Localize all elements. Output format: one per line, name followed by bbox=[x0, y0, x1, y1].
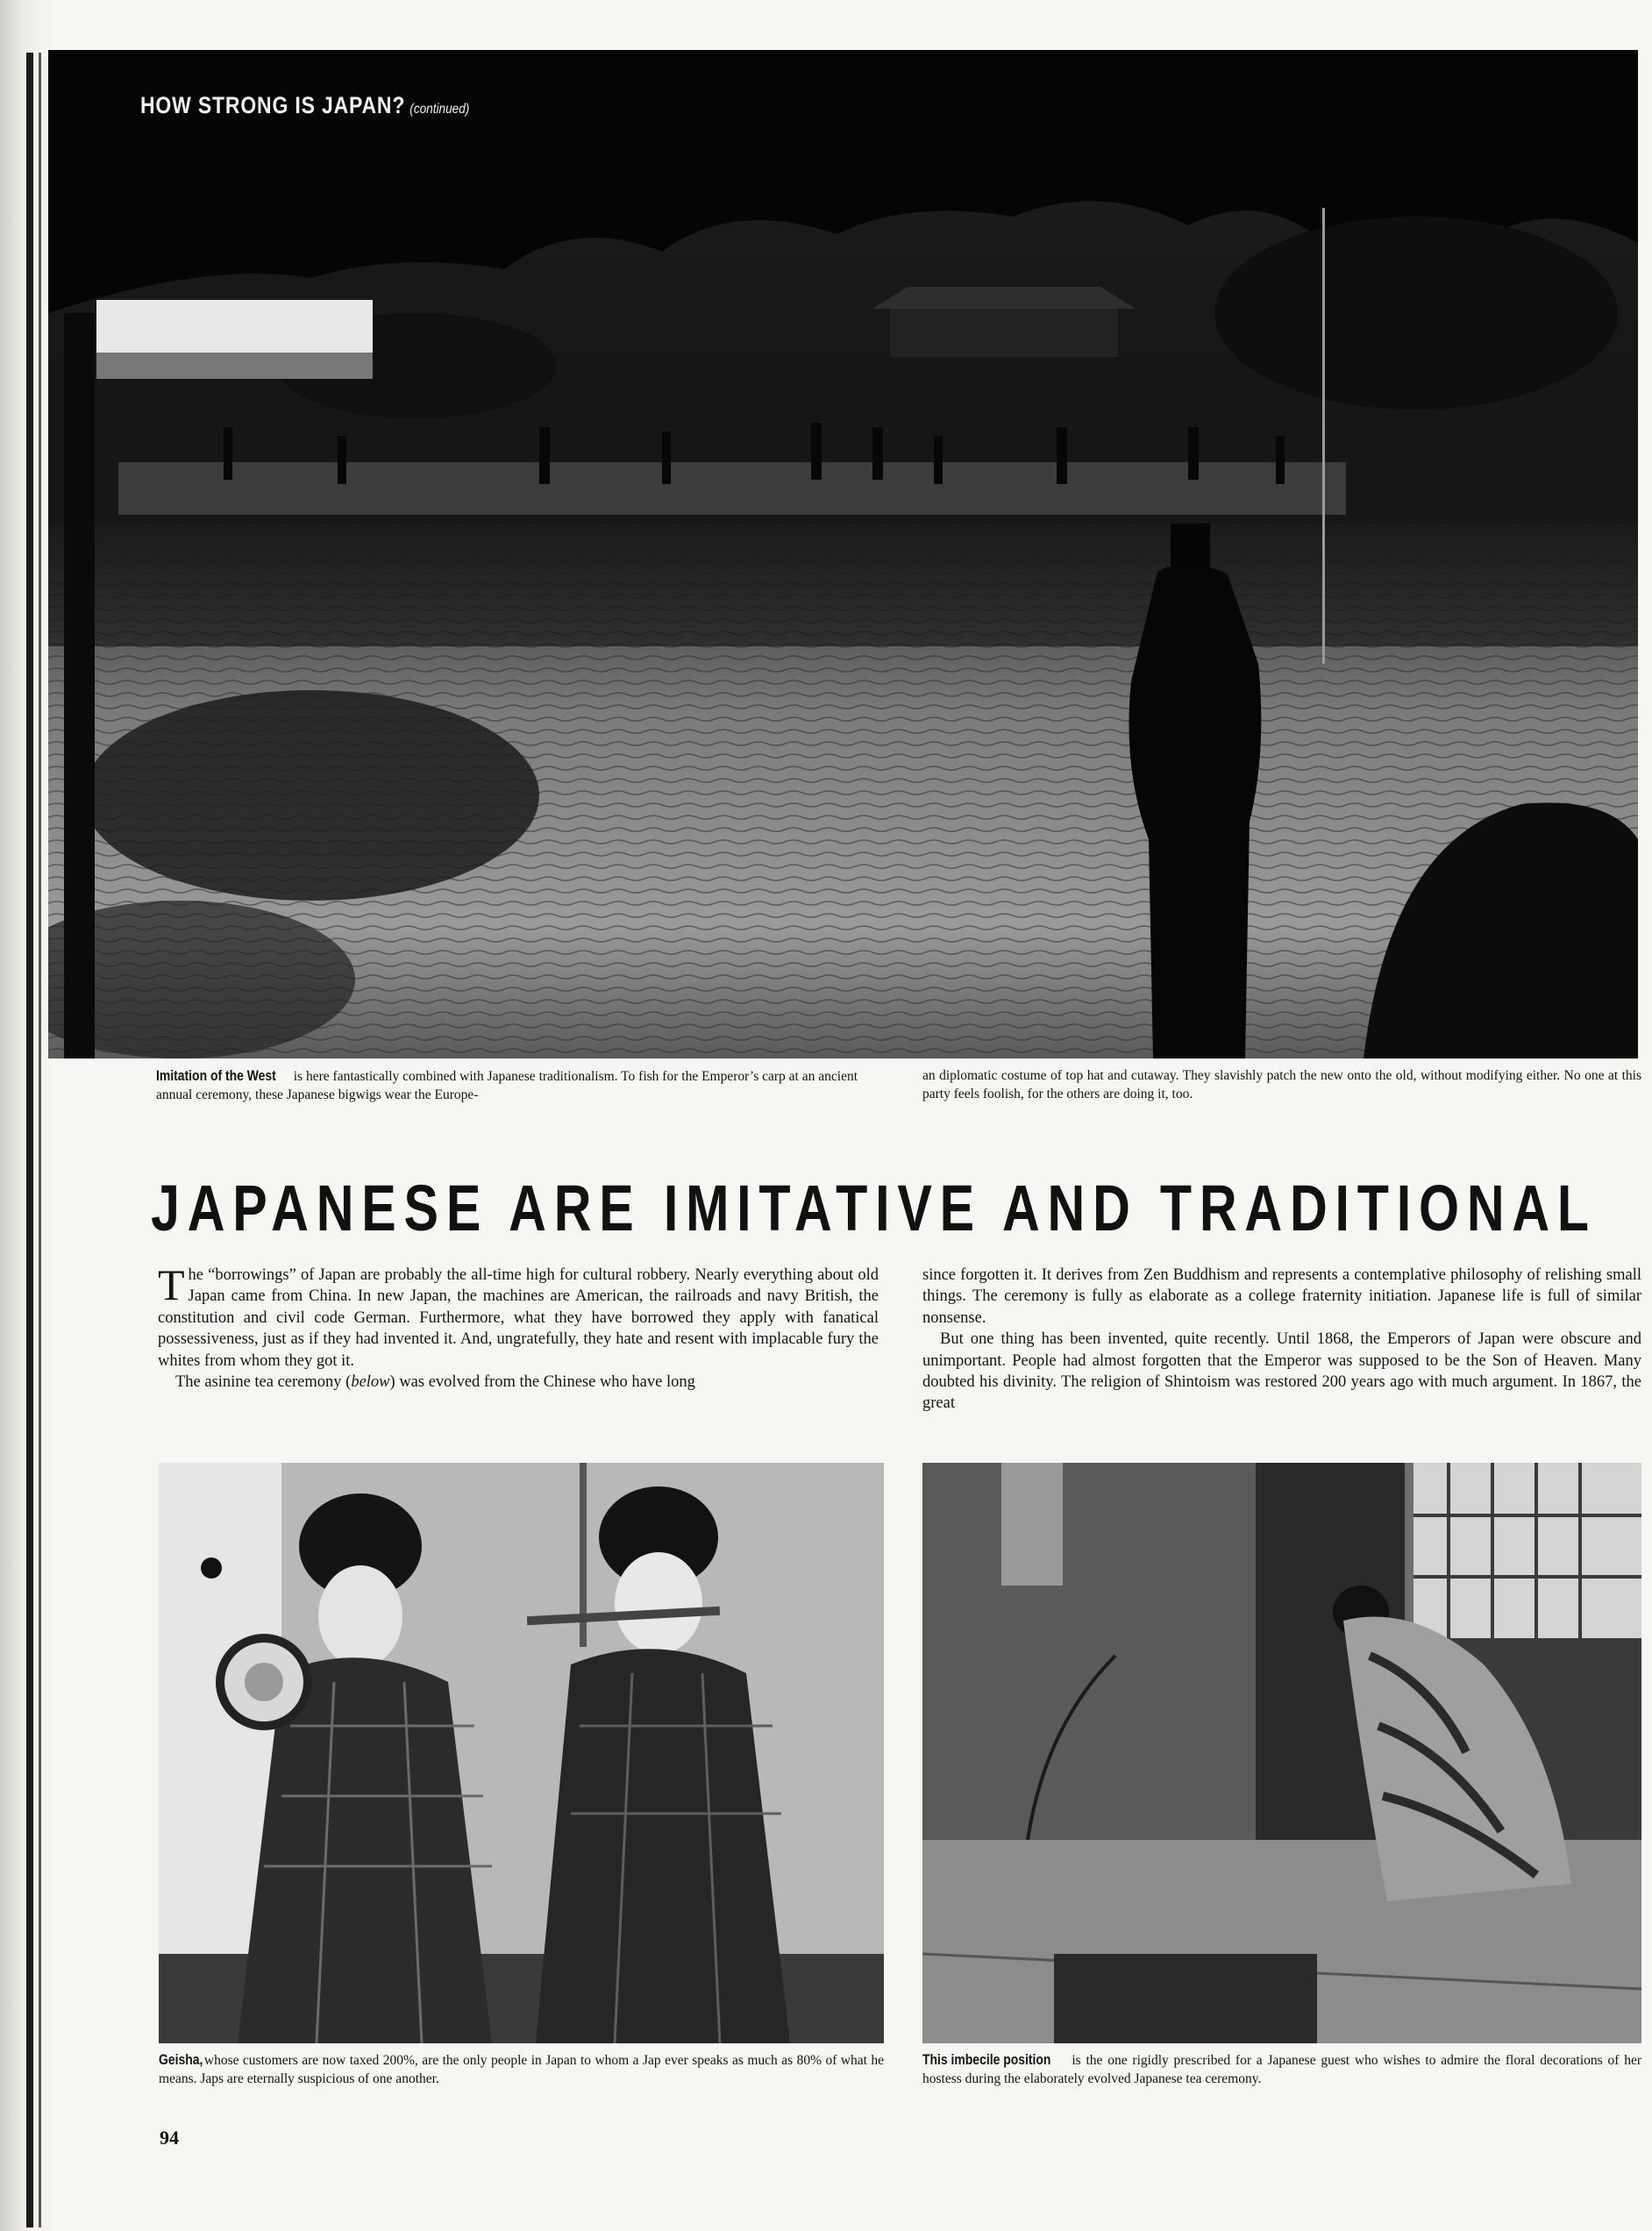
kicker-continued: (continued) bbox=[409, 102, 470, 117]
article-paragraph-3: since forgotten it. It derives from Zen Buddhism and represents a contemplative philosophy of relishing small things. The ceremony is fully as elaborate as a college fraternity initiation. Japanese life is full of similar nonsense. bbox=[922, 1266, 1641, 1327]
article-column-1 bbox=[158, 1260, 879, 1393]
article-column-2 bbox=[922, 1265, 1641, 1415]
caption-lead-imbecile: This imbecile position bbox=[922, 2051, 1051, 2068]
article-paragraph-2-italic: below bbox=[351, 1373, 390, 1392]
section-kicker bbox=[140, 92, 469, 119]
top-photo-caption-left bbox=[156, 1066, 858, 1104]
article-paragraph-2-a: The asinine tea ceremony ( bbox=[175, 1373, 352, 1392]
article-paragraph-2 bbox=[158, 1372, 879, 1393]
article-paragraph-1 bbox=[158, 1260, 879, 1372]
binding-edge bbox=[26, 53, 33, 2227]
top-photo-caption-right bbox=[922, 1066, 1641, 1103]
tea-caption-text: is the one rigidly prescribed for a Japanese guest who wishes to admire the floral decorations of her hostess during the elaborately evolved Japanese tea ceremony. bbox=[922, 2053, 1641, 2086]
geisha-photo bbox=[159, 1463, 884, 2043]
tea-ceremony-photo bbox=[922, 1463, 1641, 2043]
article-paragraph-4: But one thing has been invented, quite recently. Until 1868, the Emperors of Japan were obscure and unimportant. People had almost forgotten that the Emperor was supposed to be the Son of Heaven. Many doubted his divinity. The religion of Shintoism was restored 200 years ago with much argument. In 1867, the great bbox=[922, 1330, 1641, 1413]
caption-text-right: an diplomatic costume of top hat and cutaway. They slavishly patch the new onto the old, without modifying either. No one at this party feels foolish, for the others are doing it, too. bbox=[922, 1068, 1641, 1101]
caption-lead-imitation: Imitation of the West bbox=[156, 1067, 276, 1084]
kicker-title: HOW STRONG IS JAPAN? bbox=[140, 92, 406, 118]
top-photo-pond-ceremony bbox=[48, 50, 1638, 1058]
article-paragraph-2-b: ) was evolved from the Chinese who have long bbox=[389, 1373, 695, 1392]
binding-edge-inner bbox=[39, 53, 41, 2227]
article-paragraph-1-text: he “borrowings” of Japan are probably the all-time high for cultural robbery. Nearly everything about old Japan came from China. In new Japan, the machines are American, the railroads and navy British, the constitution and civil code German. Furthermore, what they have borrowed they apply with fanatical possessiveness, just as if they had invented it. And, ungratefully, they hate and resent with implacable fury the whites from whom they got it. bbox=[158, 1266, 879, 1370]
geisha-caption-text: whose customers are now taxed 200%, are the only people in Japan to whom a Jap ever speaks as much as 80% of what he means. Japs are eternally suspicious of one another. bbox=[159, 2053, 884, 2086]
page-number: 94 bbox=[160, 2127, 179, 2149]
headline: JAPANESE ARE IMITATIVE AND TRADITIONAL bbox=[151, 1172, 1597, 1244]
drop-cap: T bbox=[158, 1260, 185, 1309]
caption-lead-geisha: Geisha, bbox=[159, 2051, 203, 2068]
caption-text-left: is here fantastically combined with Japanese traditionalism. To fish for the Emperor’s carp at an ancient annual ceremony, these Japanese bigwigs wear the Europe- bbox=[156, 1069, 858, 1102]
tea-caption bbox=[922, 2050, 1641, 2088]
geisha-caption bbox=[159, 2050, 884, 2088]
